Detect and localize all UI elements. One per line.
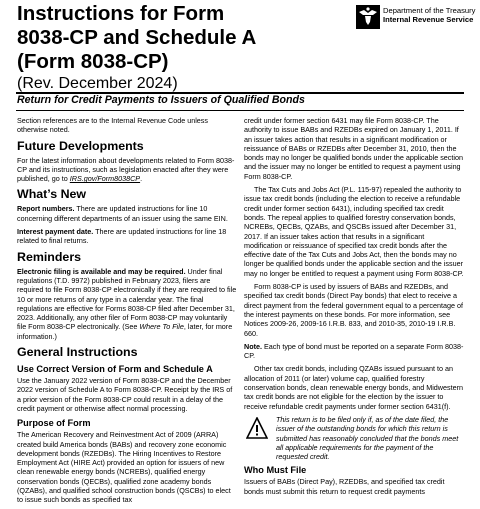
- title-line-1: Instructions for Form: [17, 2, 225, 25]
- caution-icon: [246, 417, 268, 443]
- revision-date: (Rev. December 2024): [17, 75, 178, 92]
- note-item: [244, 342, 464, 361]
- efile-label: Electronic filing is available and may be required.: [17, 266, 186, 276]
- purpose-heading: Purpose of Form: [17, 418, 91, 429]
- report-numbers-text: There are updated instructions for line 10 concerning different departments of an issuer using the same EIN.: [17, 204, 228, 223]
- interest-payment-item: [17, 227, 237, 246]
- treasury-eagle-icon: [356, 5, 380, 29]
- whats-new-heading: What’s New: [17, 187, 87, 202]
- interest-payment-label: Interest payment date.: [17, 227, 94, 237]
- note-label: Note.: [244, 341, 262, 351]
- future-developments-heading: Future Developments: [17, 138, 144, 153]
- caution-text: This return is to be filed only if, as of the date filed, the issuer of the outstanding bonds for which this return is submitted has reasonably concluded that the bonds meet all applicable requirements for the payment of the requested credit.: [276, 414, 459, 462]
- section-references-note: Section references are to the Internal Revenue Code unless otherwise noted.: [17, 116, 208, 135]
- report-numbers-item: [17, 204, 237, 223]
- correct-version-heading: Use Correct Version of Form and Schedule A: [17, 364, 213, 375]
- efile-text-2: , later, for more information.): [17, 322, 233, 341]
- title-line-2: 8038-CP and Schedule A: [17, 26, 257, 49]
- left-column: [17, 116, 237, 509]
- form-use-paragraph: Form 8038-CP is used by issuers of BABs and RZEDBs, and specified tax credit bonds (Direct Pay bonds) that elect to receive a direct payment from the federal government equal to a percentage of the interest payments on these bonds. For more information, see Notices 2009-26, 2009-16 I.R.B. 833, and 2010-35, 2010-19 I.R.B. 660.: [244, 282, 463, 338]
- efile-text-1: Under final regulations (T.D. 9972) published in February 2023, filers are required to file Form 8038-CP electronically if they are required to file 10 or more returns of any type in a calendar year. The final regulations are effective for Forms 8038-CP filed after December 31, 2023. Additionally, any other filer of Form 8038-CP may voluntarily file Form 8038-CP electronically. (See: [17, 266, 237, 332]
- title-line-3: (Form 8038-CP): [17, 50, 169, 73]
- service-name: Internal Revenue Service: [383, 15, 474, 24]
- future-developments-end: .: [140, 174, 143, 184]
- bab-expiry-paragraph: credit under former section 6431 may file Form 8038-CP. The authority to issue BABs and RZEDBs expired on January 1, 2011. If an issuer takes action that results in a significant modification or reissuance of BABs or RZEDBs after December 31, 2010, then the bonds may no longer be qualified bonds under the applicable section and the issuer may no longer be entitled to request a payment using Form 8038-CP.: [244, 116, 463, 181]
- future-developments-text: [17, 156, 237, 184]
- report-numbers-label: Report numbers.: [17, 204, 75, 214]
- tcja-paragraph: The Tax Cuts and Jobs Act (P.L. 115-97) repealed the authority to issue tax credit bonds (including the election to receive a refundable credit under former section 6431), including specified tax credit bonds. The repeal applies to qualified forestry conservation bonds, NCREBs, QECBs, QZABs, and QSCBs issued after December 31, 2017. If an issuer takes action that results in a significant modification or reissuance of specified tax credit bonds after the effective date of the Tax Cuts and Jobs Act, then the bonds may no longer be qualified bonds under the applicable section and the issuer may no longer be entitled to request a payment using Form 8038-CP.: [244, 185, 464, 278]
- efile-item: [17, 267, 237, 341]
- document-subtitle: Return for Credit Payments to Issuers of Qualified Bonds: [17, 94, 305, 106]
- right-column: [244, 116, 464, 500]
- page-title: [17, 2, 317, 74]
- correct-version-text: Use the January 2022 version of Form 8038-CP and the December 2022 version of Schedule A to Form 8038-CP. Receipt by the IRS of a prior version of the Form 8038-CP could result in a delay of the credit payment or otherwise affect normal processing.: [17, 376, 233, 413]
- form8038cp-link[interactable]: IRS.gov/Form8038CP: [69, 174, 141, 184]
- interest-payment-text: There are updated instructions for line 18 related to final returns.: [17, 227, 227, 246]
- general-instructions-heading: General Instructions: [17, 345, 138, 360]
- future-developments-body: For the latest information about developments related to Form 8038-CP and its instructions, such as legislation enacted after they were published, go to: [17, 155, 235, 184]
- caution-box: [244, 415, 464, 461]
- note-text: Each type of bond must be reported on a separate Form 8038-CP.: [244, 341, 464, 361]
- agency-logo: [356, 3, 476, 43]
- reminders-heading: Reminders: [17, 249, 82, 264]
- who-must-file-text: Issuers of BABs (Direct Pay), RZEDBs, and specified tax credit bonds must submit this return to request credit payments: [244, 477, 445, 496]
- subtitle-rule: [16, 110, 464, 111]
- department-name: Department of the Treasury: [383, 6, 476, 15]
- where-to-file-ref: Where To File: [139, 322, 184, 332]
- who-must-file-heading: Who Must File: [244, 465, 307, 476]
- purpose-text: The American Recovery and Reinvestment Act of 2009 (ARRA) created build America bonds (BABs) and recovery zone economic development bonds (RZEDBs). The Hiring Incentives to Restore Employment Act (HIRE Act) provided an option for issuers of new clean renewable energy bonds (NCREBs), qualified energy conservation bonds (QECBs), qualified zone academy bonds (QZABs), and qualified school construction bonds (QSCBs) to elect to issue such bonds as specified tax: [17, 430, 231, 505]
- other-bonds-paragraph: Other tax credit bonds, including QZABs issued pursuant to an allocation of 2011 (or later) volume cap, qualified forestry conservation bonds, clean renewable energy bonds, and Midwestern tax credit bonds are not eligible for the election by the issuer to receive refundable credit payments under former section 6431(f).: [244, 364, 463, 411]
